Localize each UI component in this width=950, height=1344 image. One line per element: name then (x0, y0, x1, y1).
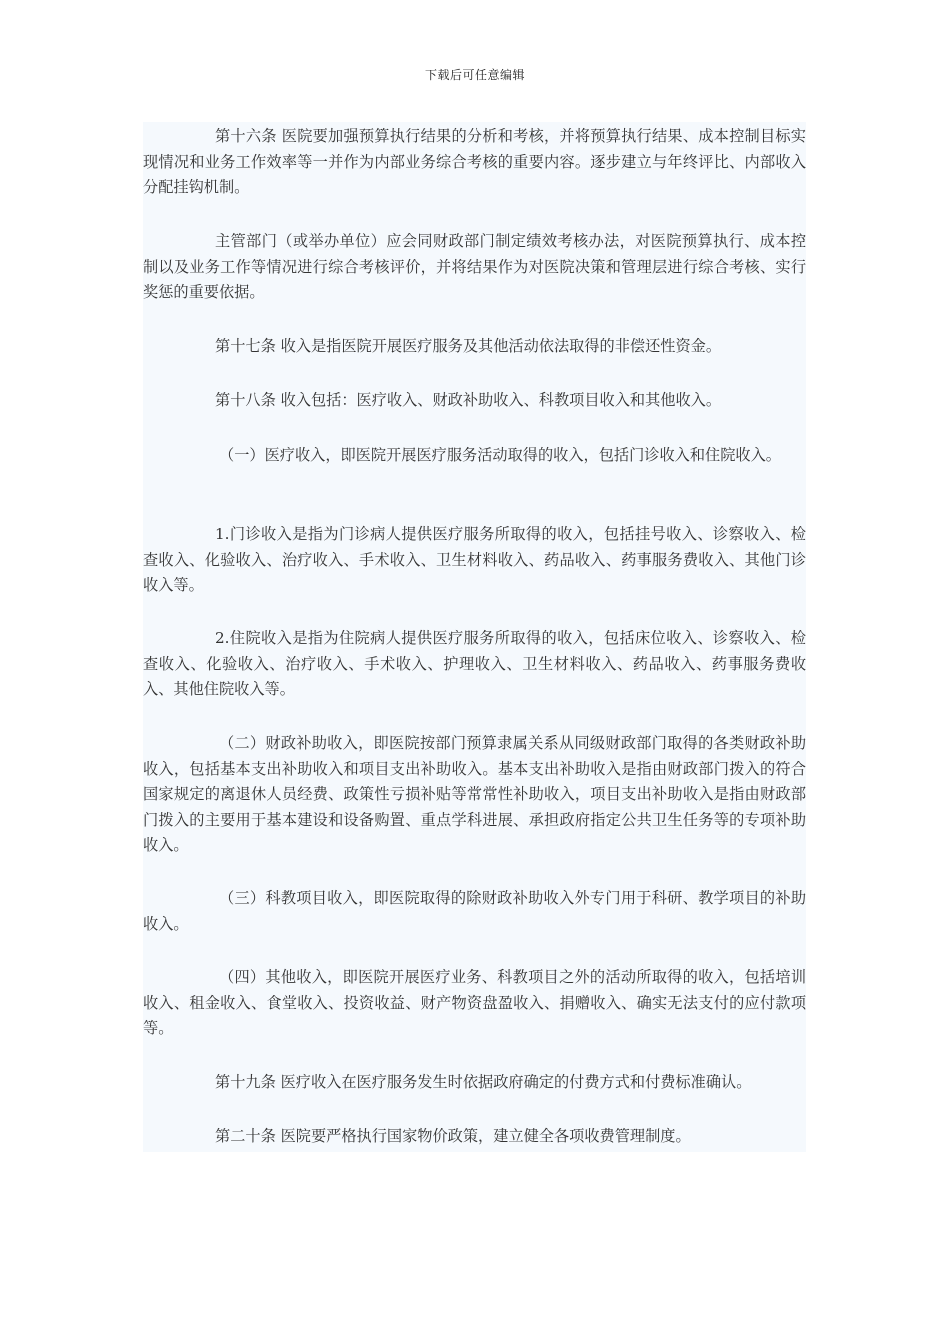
paragraph-article-16: 第十六条 医院要加强预算执行结果的分析和考核，并将预算执行结果、成本控制目标实现情况和业务工作效率等一并作为内部业务综合考核的重要内容。逐步建立与年终评比、内部收入分配挂钩机制。 (143, 127, 806, 196)
paragraph-fiscal-subsidy-income: （二）财政补助收入，即医院按部门预算隶属关系从同级财政部门取得的各类财政补助收入，包括基本支出补助收入和项目支出补助收入。基本支出补助收入是指由财政部门拨入的符合国家规定的离退休人员经费、政策性亏损补贴等常常性补助收入，项目支出补助收入是指由财政部门拨入的主要用于基本建设和设备购置、重点学科进展、承担政府指定公共卫生任务等的专项补助收入。 (143, 734, 806, 854)
paragraph-research-education-income: （三）科教项目收入，即医院取得的除财政补助收入外专门用于科研、教学项目的补助收入。 (143, 889, 806, 933)
document-body (143, 122, 806, 1152)
paragraph-article-19: 第十九条 医疗收入在医疗服务发生时依据政府确定的付费方式和付费标准确认。 (215, 1073, 752, 1091)
paragraph-inpatient-income: 2.住院收入是指为住院病人提供医疗服务所取得的收入，包括床位收入、诊察收入、检查收入、化验收入、治疗收入、手术收入、护理收入、卫生材料收入、药品收入、药事服务费收入、其他住院收入等。 (143, 629, 806, 698)
paragraph-article-20: 第二十条 医院要严格执行国家物价政策，建立健全各项收费管理制度。 (215, 1127, 691, 1145)
paragraph-performance-assessment: 主管部门（或举办单位）应会同财政部门制定绩效考核办法，对医院预算执行、成本控制以及业务工作等情况进行综合考核评价，并将结果作为对医院决策和管理层进行综合考核、实行奖惩的重要依据。 (143, 232, 806, 301)
paragraph-other-income: （四）其他收入，即医院开展医疗业务、科教项目之外的活动所取得的收入，包括培训收入、租金收入、食堂收入、投资收益、财产物资盘盈收入、捐赠收入、确实无法支付的应付款项等。 (143, 968, 806, 1037)
paragraph-article-18: 第十八条 收入包括：医疗收入、财政补助收入、科教项目收入和其他收入。 (215, 391, 722, 409)
paragraph-medical-income: （一）医疗收入，即医院开展医疗服务活动取得的收入，包括门诊收入和住院收入。 (219, 446, 781, 464)
paragraph-outpatient-income: 1.门诊收入是指为门诊病人提供医疗服务所取得的收入，包括挂号收入、诊察收入、检查收入、化验收入、治疗收入、手术收入、卫生材料收入、药品收入、药事服务费收入、其他门诊收入等。 (143, 525, 806, 594)
paragraph-article-17: 第十七条 收入是指医院开展医疗服务及其他活动依法取得的非偿还性资金。 (215, 337, 722, 355)
page-header: 下载后可任意编辑 (424, 68, 525, 82)
